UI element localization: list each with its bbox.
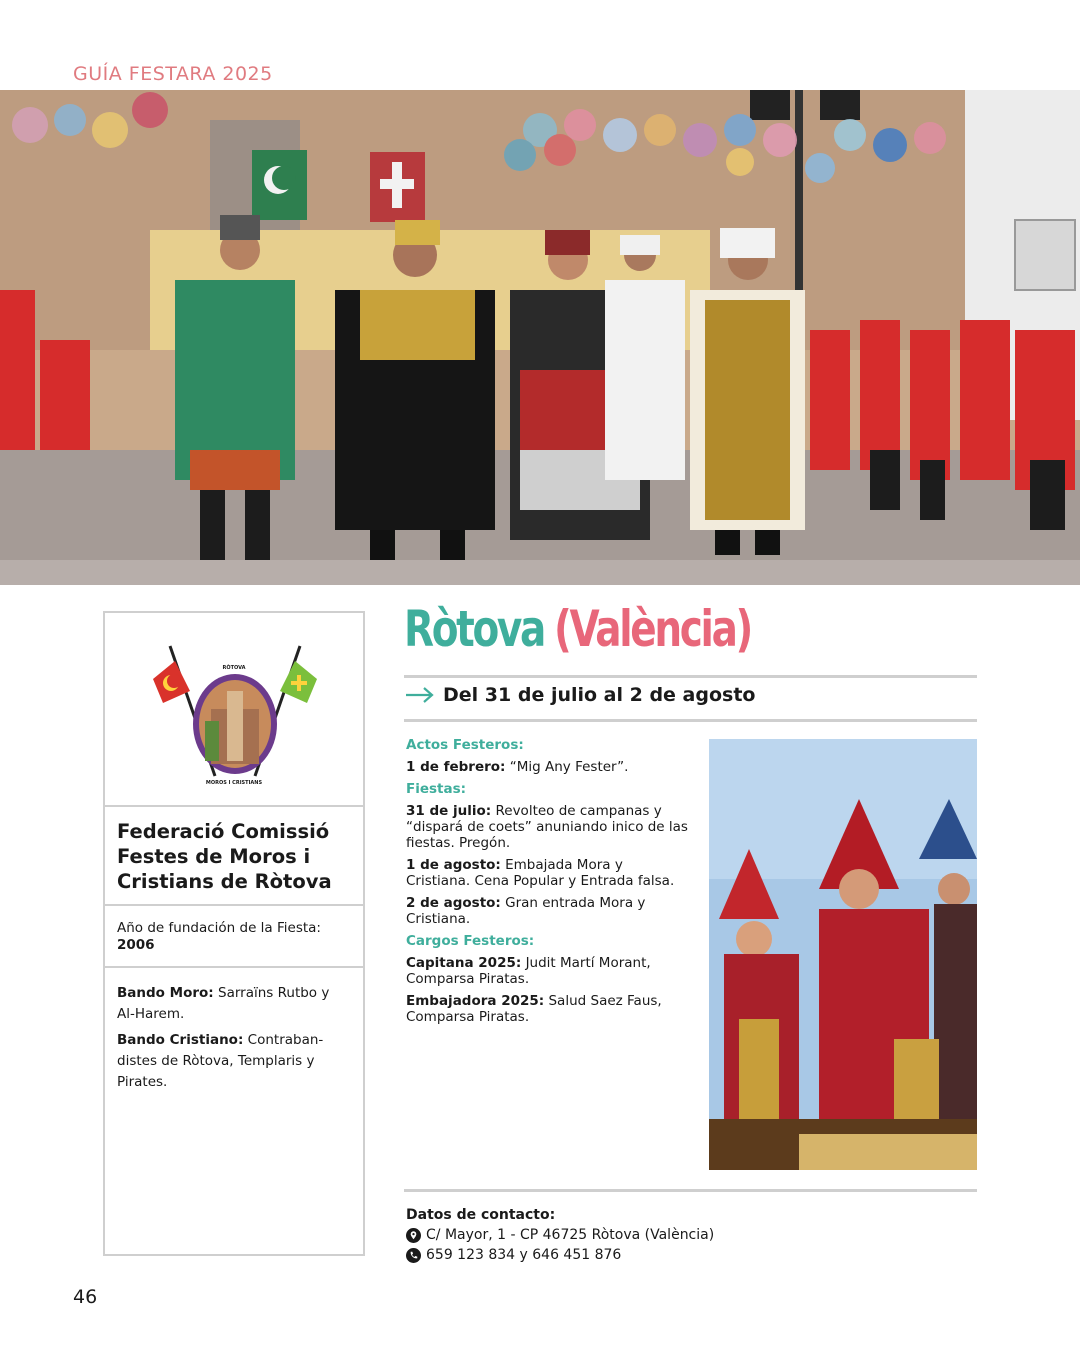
cargo-desc: Salud Saez Faus, Comparsa Piratas. (406, 993, 662, 1025)
foundation-year: 2006 (117, 937, 155, 953)
fiesta-desc: Embajada Mora y Cristiana. Cena Popular y Entrada falsa. (406, 857, 675, 889)
cargo-item (406, 955, 691, 987)
foundation-year-cell (105, 906, 363, 968)
arrow-right-icon (405, 687, 435, 703)
actos-heading: Actos Festeros: (406, 737, 524, 753)
fiesta-desc: Gran entrada Mora y Cristiana. (406, 895, 646, 927)
contact-rule (404, 1189, 977, 1192)
federation-name-cell (105, 807, 363, 906)
bandos-cell (105, 968, 363, 1113)
fiesta-date: 31 de julio: (406, 803, 492, 819)
fiesta-desc: Revolteo de campanas y “dispará de coets” anuniando inico de las fiestas. Pregón. (406, 803, 688, 851)
federation-logo-cell (105, 613, 363, 807)
location-pin-icon (406, 1228, 421, 1243)
contact-heading: Datos de contacto: (406, 1207, 556, 1223)
bando-moro-label: Bando Moro: (117, 985, 214, 1001)
page-number: 46 (73, 1286, 98, 1308)
acto-date: 1 de febrero: (406, 759, 506, 775)
festival-photo (709, 739, 977, 1170)
events-column (406, 737, 691, 1031)
bando-moro (117, 983, 351, 1025)
phone-icon (406, 1248, 421, 1263)
title-rule (404, 675, 977, 678)
title-town: Ròtova (404, 600, 544, 658)
phones-text: 659 123 834 y 646 451 876 (426, 1247, 622, 1263)
foundation-label: Año de fundación de la Fiesta: (117, 920, 321, 936)
acto-item (406, 759, 691, 775)
page-title (404, 600, 751, 658)
fiesta-item (406, 895, 691, 927)
dates-rule (404, 719, 977, 722)
cargos-heading: Cargos Festeros: (406, 933, 535, 949)
fiesta-date: 1 de agosto: (406, 857, 501, 873)
dates-text: Del 31 de julio al 2 de agosto (443, 684, 756, 706)
bando-cristiano (117, 1030, 351, 1093)
cargo-role: Embajadora 2025: (406, 993, 545, 1009)
cargo-item (406, 993, 691, 1025)
hero-photo (0, 90, 1080, 585)
title-province: (València) (554, 600, 752, 658)
fiesta-item (406, 857, 691, 889)
running-header: GUÍA FESTARA 2025 (73, 63, 273, 85)
logo-text-top: RÒTOVA (222, 665, 246, 671)
federation-logo (145, 631, 325, 786)
bando-cristiano-label: Bando Cristiano: (117, 1032, 244, 1048)
acto-desc: “Mig Any Fester”. (509, 759, 629, 775)
fiesta-item (406, 803, 691, 851)
address-text: C/ Mayor, 1 - CP 46725 Ròtova (València) (426, 1227, 715, 1243)
festival-dates (405, 684, 755, 706)
fiesta-date: 2 de agosto: (406, 895, 501, 911)
logo-text-bottom: MOROS I CRISTIANS (205, 780, 263, 786)
bando-moro-value: Sarraïns Rutbo y Al-Harem. (117, 985, 330, 1022)
contact-phones (406, 1245, 714, 1265)
cargo-role: Capitana 2025: (406, 955, 522, 971)
fiestas-heading: Fiestas: (406, 781, 467, 797)
federation-name: Federació Comissió Festes de Moros i Cristians de Ròtova (117, 820, 332, 893)
bando-cristiano-value: Contraban-distes de Ròtova, Templaris y Pirates. (117, 1032, 324, 1090)
contact-section (406, 1205, 714, 1265)
federation-info-box (103, 611, 365, 1256)
contact-address (406, 1225, 714, 1245)
cargo-desc: Judit Martí Morant, Comparsa Piratas. (406, 955, 651, 987)
